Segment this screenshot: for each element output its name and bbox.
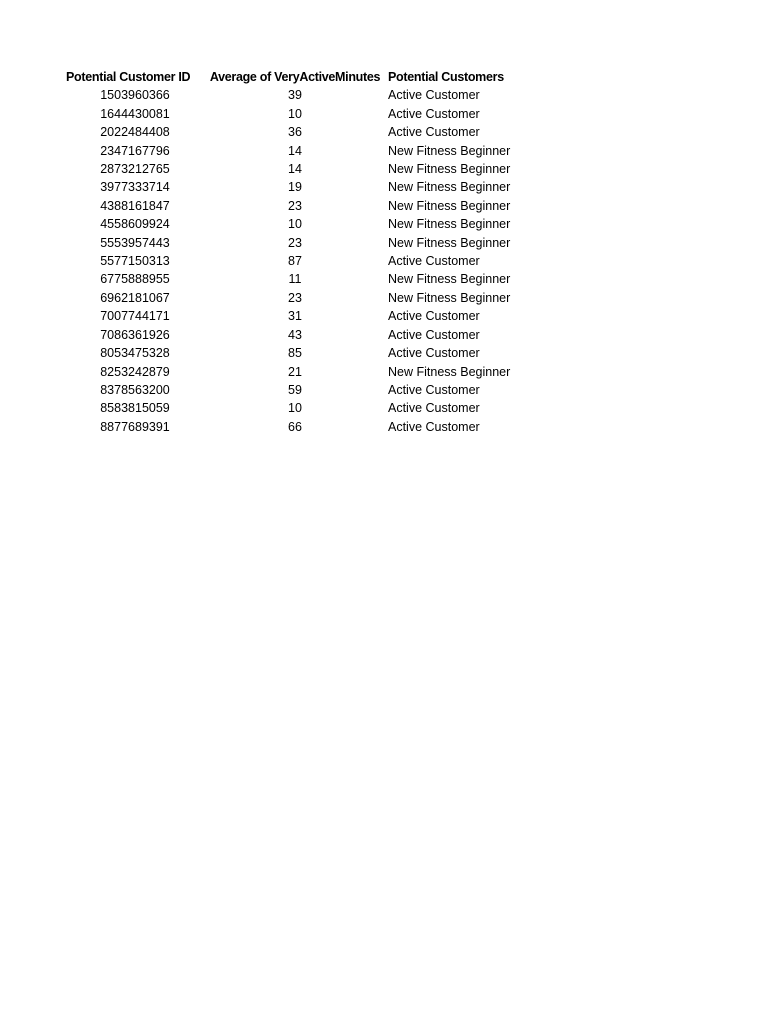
customer-id-cell: 8378563200	[100, 382, 170, 397]
segment-cell: Active Customer	[388, 254, 480, 269]
segment-cell: New Fitness Beginner	[388, 143, 511, 158]
table-row	[66, 270, 528, 288]
segment-cell: Active Customer	[388, 106, 480, 121]
segment-cell: New Fitness Beginner	[388, 235, 511, 250]
average-minutes-cell: 36	[288, 125, 302, 140]
customer-id-cell: 8877689391	[100, 419, 170, 434]
header-potential-customers: Potential Customers	[388, 70, 504, 84]
table-body	[66, 86, 528, 436]
table-row	[66, 234, 528, 252]
segment-cell: Active Customer	[388, 327, 480, 342]
average-minutes-cell: 10	[288, 217, 302, 232]
table-row	[66, 197, 528, 215]
average-minutes-cell: 14	[288, 162, 302, 177]
data-sheet	[66, 68, 528, 436]
customer-id-cell: 4558609924	[100, 217, 170, 232]
average-minutes-cell: 43	[288, 327, 302, 342]
average-minutes-cell: 31	[288, 309, 302, 324]
table-row	[66, 399, 528, 417]
table-row	[66, 215, 528, 233]
segment-cell: Active Customer	[388, 401, 480, 416]
customer-id-cell: 1644430081	[100, 106, 170, 121]
table-row	[66, 326, 528, 344]
average-minutes-cell: 19	[288, 180, 302, 195]
average-minutes-cell: 23	[288, 290, 302, 305]
average-minutes-cell: 66	[288, 419, 302, 434]
segment-cell: Active Customer	[388, 88, 480, 103]
average-minutes-cell: 23	[288, 198, 302, 213]
header-customer-id: Potential Customer ID	[66, 70, 191, 84]
customer-id-cell: 5553957443	[100, 235, 170, 250]
customer-id-cell: 7086361926	[100, 327, 170, 342]
customer-id-cell: 8583815059	[100, 401, 170, 416]
customer-id-cell: 5577150313	[100, 254, 170, 269]
table-row	[66, 160, 528, 178]
customer-id-cell: 8253242879	[100, 364, 170, 379]
average-minutes-cell: 21	[288, 364, 302, 379]
average-minutes-cell: 11	[288, 272, 302, 287]
table-row	[66, 307, 528, 325]
customer-id-cell: 2873212765	[100, 162, 170, 177]
table-row	[66, 289, 528, 307]
table-row	[66, 418, 528, 436]
average-minutes-cell: 87	[288, 254, 302, 269]
table-row	[66, 381, 528, 399]
table-row	[66, 105, 528, 123]
segment-cell: New Fitness Beginner	[388, 180, 511, 195]
segment-cell: Active Customer	[388, 125, 480, 140]
table-row	[66, 123, 528, 141]
table-row	[66, 142, 528, 160]
customer-id-cell: 8053475328	[100, 346, 170, 361]
header-average-very-active-minutes: Average of VeryActiveMinutes	[209, 70, 381, 84]
table-row	[66, 252, 528, 270]
customer-id-cell: 7007744171	[100, 309, 170, 324]
customer-id-cell: 2022484408	[100, 125, 170, 140]
average-minutes-cell: 23	[288, 235, 302, 250]
header-row	[66, 68, 528, 86]
average-minutes-cell: 39	[288, 88, 302, 103]
segment-cell: New Fitness Beginner	[388, 198, 511, 213]
average-minutes-cell: 59	[288, 382, 302, 397]
customer-id-cell: 6775888955	[100, 272, 170, 287]
table-row	[66, 178, 528, 196]
table-row	[66, 86, 528, 104]
segment-cell: Active Customer	[388, 346, 480, 361]
segment-cell: Active Customer	[388, 382, 480, 397]
average-minutes-cell: 85	[288, 346, 302, 361]
customer-id-cell: 2347167796	[100, 143, 170, 158]
table-row	[66, 344, 528, 362]
segment-cell: Active Customer	[388, 419, 480, 434]
customer-id-cell: 4388161847	[100, 198, 170, 213]
customer-table	[66, 68, 528, 436]
table-row	[66, 363, 528, 381]
segment-cell: Active Customer	[388, 309, 480, 324]
segment-cell: New Fitness Beginner	[388, 272, 511, 287]
segment-cell: New Fitness Beginner	[388, 217, 511, 232]
segment-cell: New Fitness Beginner	[388, 290, 511, 305]
customer-id-cell: 1503960366	[100, 88, 170, 103]
customer-id-cell: 3977333714	[100, 180, 170, 195]
average-minutes-cell: 10	[288, 401, 302, 416]
customer-id-cell: 6962181067	[100, 290, 170, 305]
average-minutes-cell: 14	[288, 143, 302, 158]
segment-cell: New Fitness Beginner	[388, 162, 511, 177]
segment-cell: New Fitness Beginner	[388, 364, 511, 379]
average-minutes-cell: 10	[288, 106, 302, 121]
